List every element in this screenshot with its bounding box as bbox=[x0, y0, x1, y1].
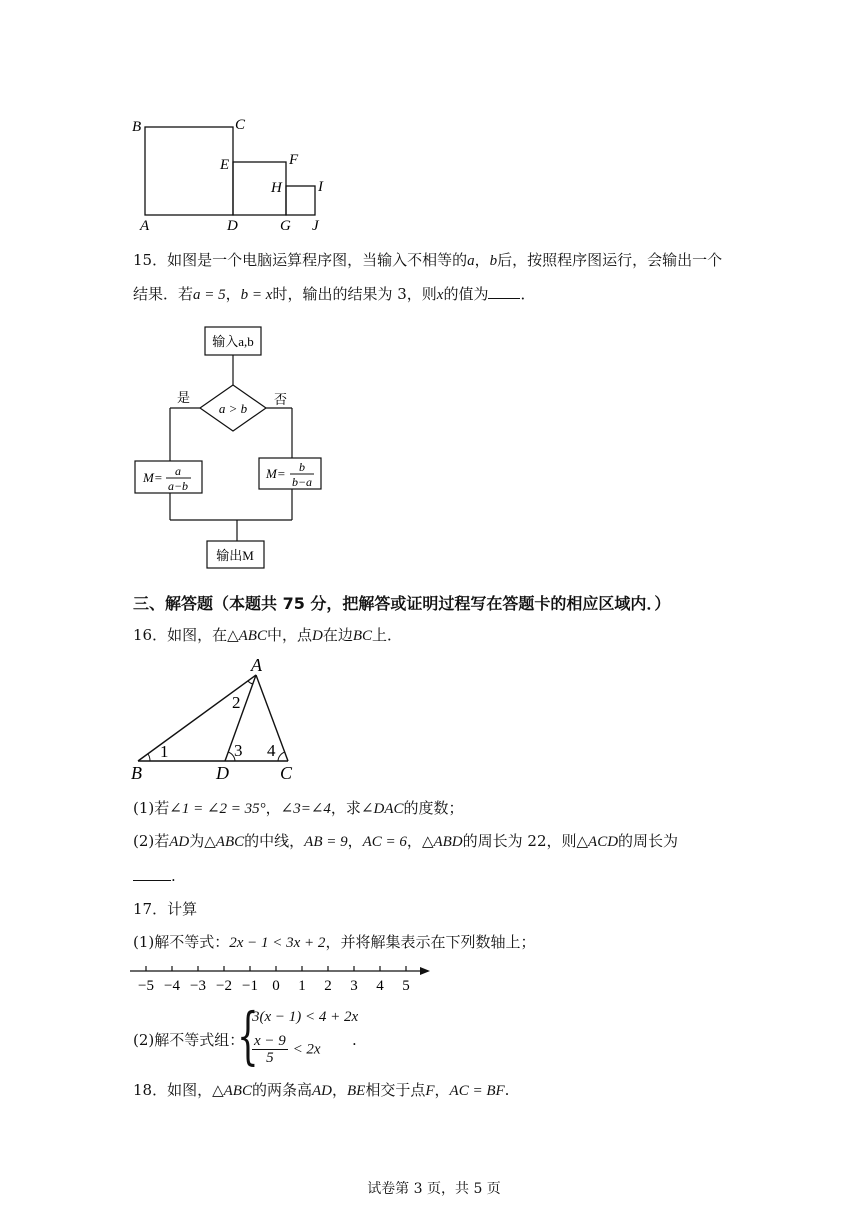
q15-text: 时，输出的结果为 3，则 bbox=[272, 285, 437, 303]
axis-arrow bbox=[420, 967, 430, 975]
squares-figure bbox=[130, 112, 340, 237]
axis-tick-label: −2 bbox=[216, 978, 232, 994]
q17-title-text: 计算 bbox=[167, 900, 198, 918]
q16-p2-text: 的周长为 bbox=[618, 832, 679, 850]
q18-ad: AD bbox=[312, 1083, 332, 1099]
axis-tick-label: −5 bbox=[138, 978, 154, 994]
q18-be: BE bbox=[347, 1083, 366, 1099]
q15-cond-a: a = 5 bbox=[193, 287, 226, 303]
q18-end: . bbox=[504, 1081, 510, 1099]
label-H: H bbox=[271, 180, 282, 196]
q16-p2-abd: △ABD bbox=[421, 834, 463, 850]
flowchart bbox=[130, 320, 360, 575]
q15-cond-b: b = x bbox=[240, 287, 273, 303]
q16-p1-text: (1)若 bbox=[133, 799, 170, 817]
q16-p2-text: 为 bbox=[189, 832, 205, 850]
q16-text: 在边 bbox=[322, 626, 353, 644]
q18-text: ， bbox=[332, 1081, 348, 1099]
q18-text: 相交于点 bbox=[365, 1081, 426, 1099]
axis-tick-label: −4 bbox=[164, 978, 180, 994]
q16-p2-text: 的中线， bbox=[244, 832, 305, 850]
q16-number: 16． bbox=[133, 626, 168, 644]
vertex-C: C bbox=[280, 763, 293, 783]
angle-2: 2 bbox=[232, 693, 241, 712]
q16-part1 bbox=[133, 799, 464, 818]
q15-sep: ， bbox=[474, 251, 490, 269]
q16-p2-tri: △ABC bbox=[204, 834, 245, 850]
left-num: a bbox=[175, 464, 181, 478]
q16-text: 中，点 bbox=[266, 626, 312, 644]
q18-text: 如图， bbox=[167, 1081, 213, 1099]
label-F: F bbox=[289, 152, 299, 168]
page-footer: 试卷第 3 页，共 5 页 bbox=[367, 1181, 501, 1197]
label-I: I bbox=[318, 179, 323, 195]
q15-var-a: a bbox=[467, 253, 475, 269]
q17-part2-label bbox=[133, 1031, 244, 1049]
q16-p2-text: ， bbox=[347, 832, 363, 850]
section-heading: 三、解答题（本题共 75 分，把解答或证明过程写在答题卡的相应区域内．） bbox=[133, 594, 671, 613]
q16-p2-text: ， bbox=[406, 832, 422, 850]
q16-p2-text: (2)若 bbox=[133, 832, 170, 850]
axis-tick-label: −1 bbox=[242, 978, 258, 994]
q17-number: 17． bbox=[133, 900, 168, 918]
left-prefix: M= bbox=[143, 470, 163, 485]
q15-var-x: x bbox=[436, 287, 444, 303]
q17-p1-text: (1)解不等式： bbox=[133, 933, 230, 951]
triangle-figure bbox=[128, 652, 303, 784]
right-num: b bbox=[299, 460, 305, 474]
q16-p1-text: 的度数； bbox=[403, 799, 464, 817]
q15-var-b: b bbox=[489, 253, 498, 269]
q15-number: 15． bbox=[133, 251, 168, 269]
q17-title bbox=[133, 900, 197, 918]
label-J: J bbox=[312, 218, 319, 234]
square-ghij bbox=[286, 186, 315, 215]
angle-4-arc bbox=[278, 752, 285, 761]
no-label: 否 bbox=[274, 392, 288, 407]
q16-answer-blank[interactable] bbox=[133, 866, 171, 881]
axis-tick-label: 0 bbox=[272, 978, 280, 994]
output-label: 输出M bbox=[216, 548, 254, 563]
axis-tick-label: 1 bbox=[298, 978, 306, 994]
q16-p2-text: 的周长为 22，则 bbox=[462, 832, 577, 850]
input-label: 输入a,b bbox=[212, 334, 254, 349]
label-B: B bbox=[132, 119, 142, 135]
q15-line1 bbox=[133, 251, 722, 270]
q16-p1-ang: ∠DAC bbox=[360, 801, 404, 817]
q15-sep: ， bbox=[225, 285, 241, 303]
q16-text: 上． bbox=[372, 626, 403, 644]
angle-3: 3 bbox=[234, 741, 243, 760]
q16-p2-ad: AD bbox=[169, 834, 190, 850]
q16-part2 bbox=[133, 832, 678, 851]
q16-p1-eq2: ∠3=∠4 bbox=[280, 801, 331, 817]
system-eq2-rest: < 2x bbox=[292, 1041, 321, 1058]
q18-stem bbox=[133, 1081, 509, 1100]
q17-p2-end: . bbox=[352, 1031, 357, 1049]
label-A: A bbox=[140, 218, 150, 234]
q16-p2-acd: △ACD bbox=[576, 834, 619, 850]
number-line bbox=[128, 960, 438, 996]
angle-4: 4 bbox=[267, 741, 276, 760]
q15-end: ． bbox=[520, 285, 536, 303]
label-D: D bbox=[227, 218, 238, 234]
angle-1-arc bbox=[148, 754, 150, 761]
q16-text: 如图，在 bbox=[167, 626, 228, 644]
q15-text: 后，按照程序图运行，会输出一个 bbox=[497, 251, 723, 269]
label-G: G bbox=[280, 218, 291, 234]
q15-text: 的值为 bbox=[443, 285, 489, 303]
axis-tick-label: −3 bbox=[190, 978, 206, 994]
condition-label: a > b bbox=[218, 401, 248, 416]
system-eq2 bbox=[252, 1033, 321, 1066]
frac-num: x − 9 bbox=[254, 1033, 286, 1049]
q15-answer-blank[interactable] bbox=[488, 286, 520, 299]
q16-seg: BC bbox=[352, 628, 373, 644]
q16-p2-ac: AC = 6 bbox=[362, 834, 407, 850]
system-brace: { bbox=[237, 999, 259, 1072]
axis-tick-label: 2 bbox=[324, 978, 332, 994]
frac-den: 5 bbox=[266, 1050, 274, 1066]
yes-label: 是 bbox=[177, 390, 191, 405]
q16-p2-ab: AB = 9 bbox=[304, 834, 348, 850]
axis-tick-label: 3 bbox=[350, 978, 358, 994]
label-C: C bbox=[235, 117, 246, 133]
q16-p1-text: ， bbox=[265, 799, 281, 817]
right-prefix: M= bbox=[266, 466, 286, 481]
vertex-D: D bbox=[216, 763, 229, 783]
q15-line2 bbox=[133, 285, 535, 304]
q18-number: 18． bbox=[133, 1081, 168, 1099]
q17-p1-ineq: 2x − 1 < 3x + 2 bbox=[229, 935, 326, 951]
q16-tri: △ABC bbox=[227, 628, 267, 644]
q17-part1 bbox=[133, 933, 535, 952]
q18-tri: △ABC bbox=[212, 1083, 252, 1099]
right-den: b−a bbox=[291, 475, 313, 489]
q18-f: F bbox=[425, 1083, 435, 1099]
label-E: E bbox=[220, 157, 230, 173]
axis-tick-label: 4 bbox=[376, 978, 384, 994]
left-den: a−b bbox=[167, 479, 189, 493]
system-eq2-frac bbox=[252, 1033, 288, 1066]
axis-tick-label: 5 bbox=[402, 978, 410, 994]
q17-p1-text: ，并将解集表示在下列数轴上； bbox=[325, 933, 536, 951]
q18-text: 的两条高 bbox=[251, 1081, 312, 1099]
vertex-A: A bbox=[251, 655, 262, 675]
system-eq1: 3(x − 1) < 4 + 2x bbox=[252, 1009, 359, 1025]
q17-p2-text: (2)解不等式组： bbox=[133, 1031, 245, 1049]
q15-text: 如图是一个电脑运算程序图，当输入不相等的 bbox=[167, 251, 468, 269]
angle-1: 1 bbox=[160, 742, 169, 761]
q16-pt: D bbox=[312, 628, 323, 644]
vertex-B: B bbox=[131, 763, 142, 783]
q18-text: ， bbox=[434, 1081, 450, 1099]
q16-stem bbox=[133, 626, 402, 645]
q15-text: 结果．若 bbox=[133, 285, 194, 303]
q16-p2-end: . bbox=[171, 867, 176, 885]
q18-eq: AC = BF bbox=[449, 1083, 505, 1099]
angle-2-arc bbox=[248, 681, 253, 684]
q16-p1-eq1: ∠1 = ∠2 = 35° bbox=[169, 801, 266, 817]
q16-p1-text: ，求 bbox=[330, 799, 361, 817]
q16-part2-answer bbox=[133, 866, 176, 885]
